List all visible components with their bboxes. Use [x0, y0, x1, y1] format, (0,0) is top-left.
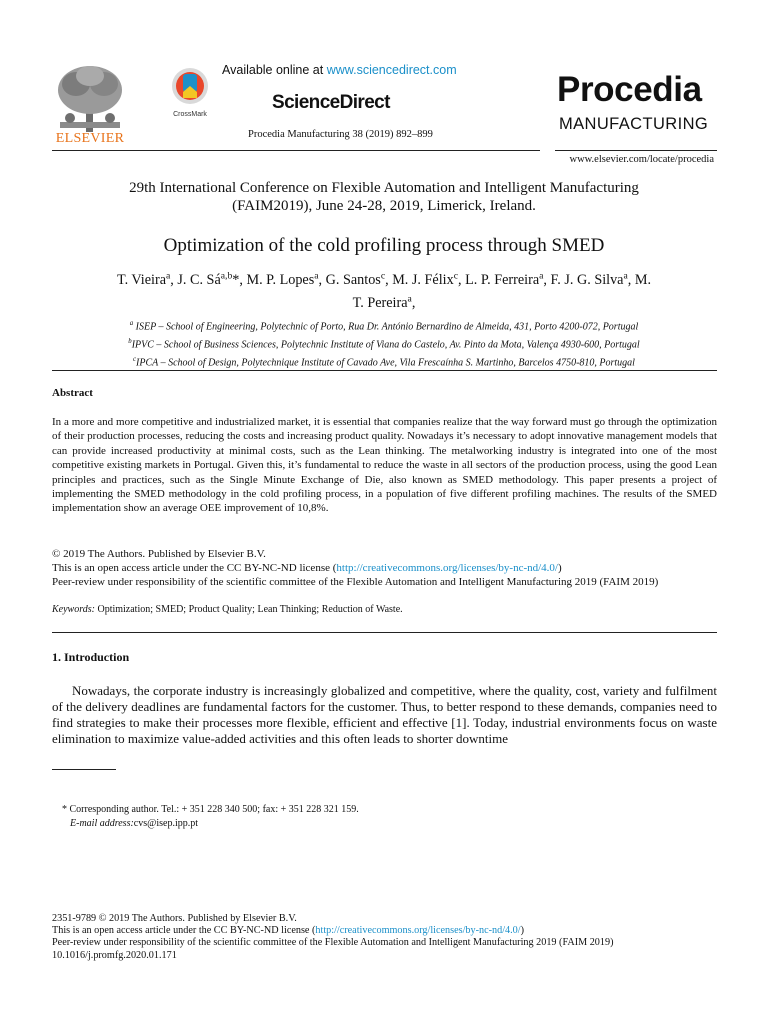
author-line-2 [52, 290, 716, 314]
author-5: M. J. Félix$^c$, [392, 270, 466, 288]
journal-url[interactable]: www.elsevier.com/locate/procedia [569, 154, 714, 165]
introduction-text: Nowadays, the corporate industry is increasingly globalized and competitive, where the quality, cost, variety and fulfilment of the delivery deadlines are fundamental factors for the customer. Thus, to better respond to these demands, companies need to find strategies to make their processes more flexible, efficient and effective [1]. Today, industrial environments focus on waste elimination to maximize value-added activities and this often leads to shorter downtime [52, 683, 717, 746]
email-line [62, 817, 359, 831]
author-1: T. Vieira$^a$, [116, 270, 178, 288]
affiliation-b: $^b$IPVC – School of Business Sciences, Polytechnic Institute of Viana do Castelo, Av. Pinto da Mota, Valença 4930-600, Portugal [128, 337, 640, 351]
issn-line: 2351-9789 © 2019 The Authors. Published by Elsevier B.V. [52, 913, 297, 924]
footnote [62, 803, 359, 831]
crossmark-icon[interactable] [168, 66, 212, 120]
affiliations [52, 317, 716, 370]
author-4: G. Santos$^c$, [325, 270, 393, 288]
author-2: J. C. Sá$^{a,b}$*, [177, 270, 247, 288]
sciencedirect-logo: ScienceDirect [272, 92, 390, 113]
section-heading-introduction: 1. Introduction [52, 650, 130, 664]
header-divider-left [52, 150, 540, 151]
bottom-peer-review-line: Peer-review under responsibility of the scientific committee of the Flexible Automation and Intelligent Manufacturing 2019 (FAIM 2019) [52, 937, 614, 949]
copyright-block [52, 547, 658, 589]
open-access-label: This is an open access article under the CC BY-NC-ND license ( [52, 562, 337, 574]
affiliation-c: $^c$IPCA – School of Design, Polytechnique Institute of Cavado Ave, Vila Frescaínha S. Martinho, Barcelos 4750-810, Portugal [133, 355, 635, 368]
corresponding-author: * Corresponding author. Tel.: + 351 228 340 500; fax: + 351 228 321 159. [62, 804, 359, 815]
author-line-1 [52, 266, 716, 290]
available-online [222, 63, 457, 77]
available-online-label: Available online at [222, 63, 327, 77]
abstract-text: In a more and more competitive and industrialized market, it is essential that companies realize that the way forward must go through the optimization of their production processes, reducing the costs and increasing product quality. Nowadays it’s necessary to adopt innovative management models that can provide increased productivity at minimal costs, such as the Lean thinking. The metalworking industry is integrated into one of the most competitive existing markets in Portugal. Given this, it’s fundamental to reduce the waste in all sectors of the production process, using the good Lean principles and practices, such as the Single Minute Exchange of Die, also known as SMED methodology. This paper presents a project of implementing the SMED methodology in the cold profiling process, in a population of five different profiling machines. The results of the SMED implementation show an average OEE improvement of 10,8%. [52, 416, 717, 515]
publisher-name: ELSEVIER [55, 131, 125, 146]
open-access-suffix: ) [558, 562, 562, 574]
crossmark-label: CrossMark [173, 111, 207, 118]
peer-review-line: Peer-review under responsibility of the scientific committee of the Flexible Automation and Intelligent Manufacturing 2019 (FAIM 2019) [52, 576, 659, 588]
copyright-line: © 2019 The Authors. Published by Elsevier B.V. [52, 548, 266, 560]
keywords-list: Optimization; SMED; Product Quality; Lean Thinking; Reduction of Waste. [94, 604, 403, 615]
sciencedirect-link[interactable]: www.sciencedirect.com [326, 63, 457, 77]
journal-logo-subtitle: MANUFACTURING [559, 115, 709, 133]
bottom-open-access-suffix: ) [520, 925, 525, 937]
conference-line-1: 29th International Conference on Flexible Automation and Intelligent Manufacturing [129, 180, 639, 196]
header-divider-right [555, 150, 717, 151]
footnote-rule [52, 769, 116, 770]
open-access-line [52, 561, 658, 575]
journal-reference: Procedia Manufacturing 38 (2019) 892–899 [248, 129, 433, 140]
bottom-open-access-label: This is an open access article under the CC BY-NC-ND license ( [52, 925, 316, 937]
abstract-heading: Abstract [52, 387, 93, 399]
bottom-license-link[interactable]: http://creativecommons.org/licenses/by-nc-nd/4.0/ [315, 925, 521, 937]
paper-title: Optimization of the cold profiling process through SMED [163, 235, 605, 256]
affiliation-a: $^a$ ISEP – School of Engineering, Polytechnic of Porto, Rua Dr. António Bernardino de Almeida, 431, Porto 4200-072, Portugal [129, 320, 639, 333]
keywords-label: Keywords: [52, 604, 95, 615]
author-8: T. Pereira$^a$, [352, 293, 416, 312]
bottom-open-access-line [52, 925, 613, 937]
abstract-bottom-rule [52, 632, 717, 633]
conference-name [52, 179, 716, 215]
journal-logo-title: Procedia [557, 70, 702, 109]
author-3: M. P. Lopes$^a$, [246, 270, 326, 288]
email-label: E-mail address: [70, 818, 134, 829]
author-6: L. P. Ferreira$^a$, [465, 270, 551, 288]
author-7: F. J. G. Silva$^a$, M. [550, 270, 652, 288]
conference-line-2: (FAIM2019), June 24-28, 2019, Limerick, Ireland. [232, 198, 536, 214]
publication-info [52, 913, 613, 962]
doi[interactable]: 10.1016/j.promfg.2020.01.171 [52, 949, 177, 961]
email-address[interactable]: cvs@isep.ipp.pt [133, 818, 199, 829]
author-list [52, 266, 716, 313]
license-link[interactable]: http://creativecommons.org/licenses/by-nc-nd/4.0/ [336, 562, 558, 574]
abstract-top-rule [52, 370, 717, 371]
keywords [52, 604, 403, 615]
